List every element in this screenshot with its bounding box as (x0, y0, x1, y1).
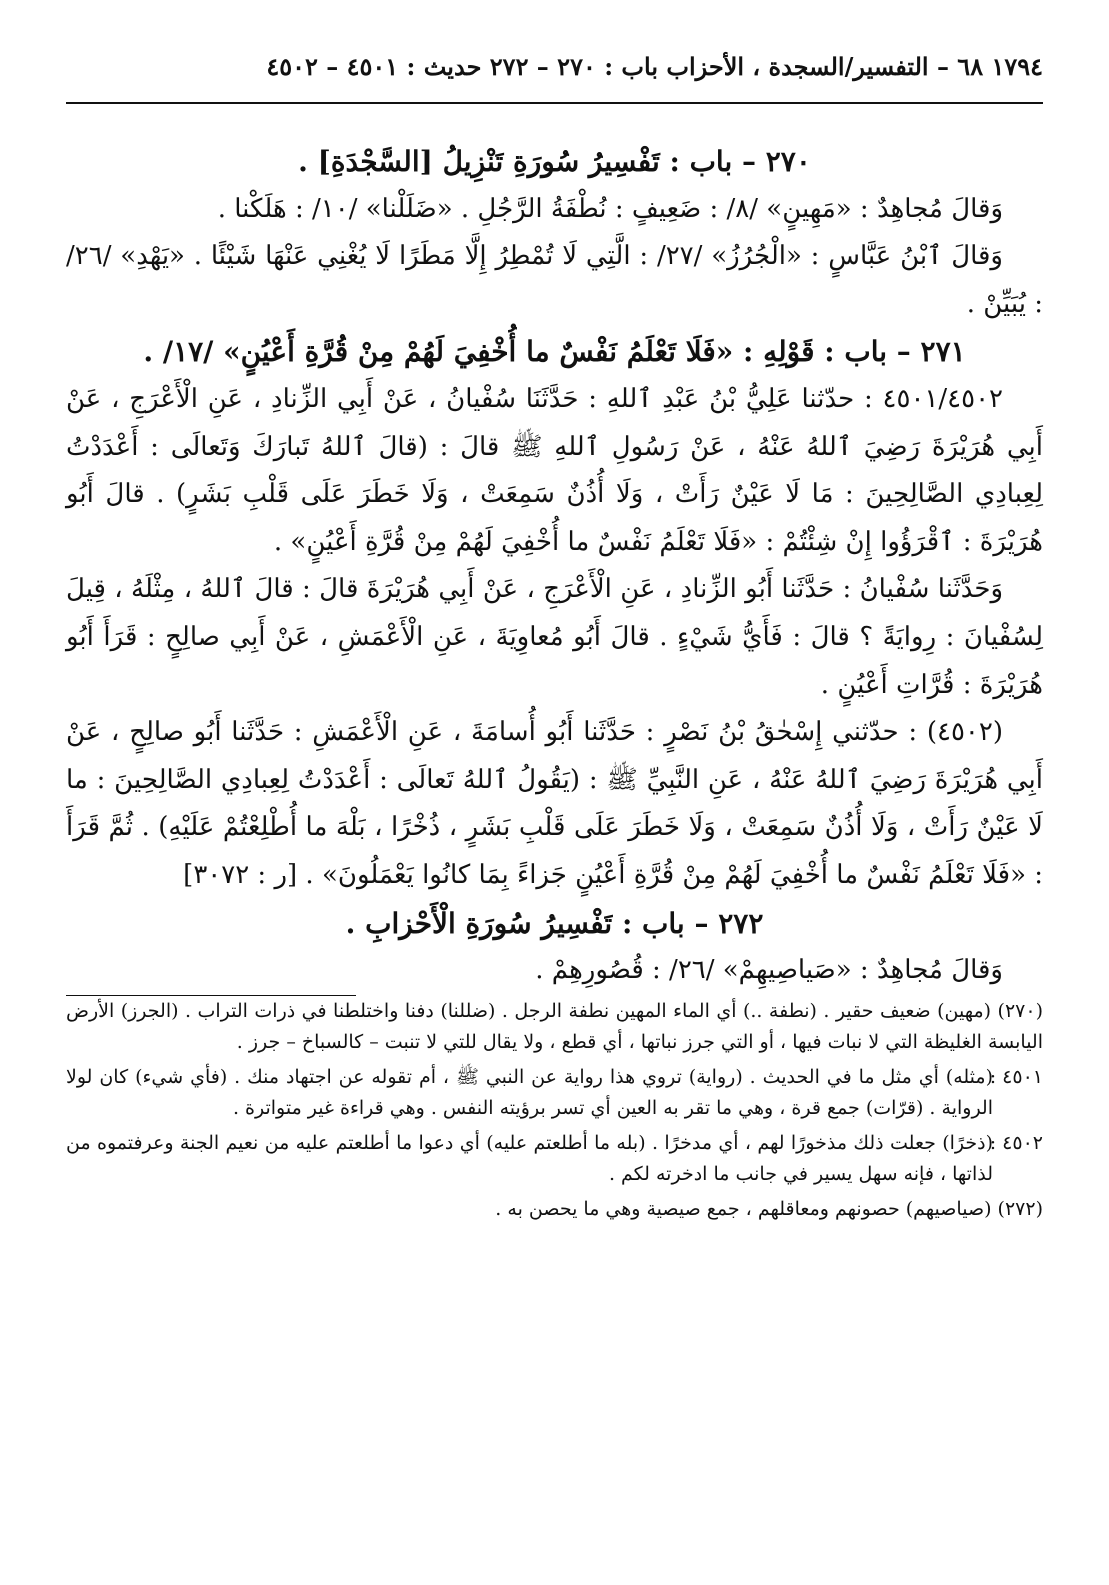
paragraph-sufyan: وَحَدَّثَنا سُفْيانُ : حَدَّثَنا أَبُو الزِّنادِ ، عَنِ الْأَعْرَجِ ، عَنْ أَبِي هُرَيْرَةَ قالَ : قالَ ٱللهُ ، مِثْلَهُ ، قِيلَ لِسُفْيانَ : رِوايَةً ؟ قالَ : فَأَيُّ شَيْءٍ . قالَ أَبُو مُعاوِيَةَ ، عَنِ الْأَعْمَشِ ، عَنْ أَبِي صالِحٍ : قَرَأَ أَبُو هُرَيْرَةَ : قُرَّاتِ أَعْيُنٍ . (66, 574, 1043, 700)
chapter-heading-271: ٢٧١ – باب : قَوْلِهِ : «فَلَا تَعْلَمُ نَفْسٌ ما أُخْفِيَ لَهُمْ مِنْ قُرَّةِ أَعْيُنٍ» /١٧/ . (143, 335, 966, 369)
chapter-heading-270: ٢٧٠ – باب : تَفْسِيرُ سُورَةِ تَنْزِيلُ [السَّجْدَةِ] . (298, 145, 811, 178)
header-page-info: ١٧٩٤ ٦٨ – التفسير/السجدة ، الأحزاب باب : ٢٧٠ – ٢٧٢ حديث : ٤٥٠١ – ٤٥٠٢ (266, 52, 1043, 81)
footnote (66, 1128, 1043, 1190)
footnote (66, 996, 1043, 1058)
footnote-number: ٤٥٠١ : (989, 1065, 1043, 1088)
paragraph-mujahid-270: وَقالَ مُجاهِدٌ : «مَهِينٍ» /٨/ : ضَعِيفٍ : نُطْفَةُ الرَّجُلِ . «ضَلَلْنا» /١٠/ : هَلَكْنا . (217, 193, 1003, 224)
paragraph-ibn-abbas: وَقالَ ٱبْنُ عَبَّاسٍ : «الْجُرُزُ» /٢٧/ : الَّتِي لَا تُمْطِرُ إِلَّا مَطَرًا لَا يُغْنِي عَنْهَا شَيْئًا . «يَهْدِ» /٢٦/ : يُبَيِّنْ . (66, 241, 1043, 319)
footnote-number: ٤٥٠٢ : (989, 1131, 1043, 1154)
chapter-heading-272: ٢٧٢ – باب : تَفْسِيرُ سُورَةِ الْأَحْزابِ . (345, 906, 764, 940)
footnotes (66, 996, 1043, 1225)
hadith-4501: ٤٥٠١/٤٥٠٢ : حدّثنا عَلِيُّ بْنُ عَبْدِ ٱللهِ : حَدَّثَنَا سُفْيانُ ، عَنْ أَبِي الزِّنادِ ، عَنِ الْأَعْرَجِ ، عَنْ أَبِي هُرَيْرَةَ رَضِيَ ٱللهُ عَنْهُ ، عَنْ رَسُولِ ٱللهِ ﷺ قالَ : (قالَ ٱللهُ تَبارَكَ وَتَعالَى : أَعْدَدْتُ لِعِبادِي الصَّالِحِينَ : مَا لَا عَيْنٌ رَأَتْ ، وَلَا أُذُنٌ سَمِعَتْ ، وَلَا خَطَرَ عَلَى قَلْبِ بَشَرٍ) . قالَ أَبُو هُرَيْرَةَ : ٱقْرَؤُوا إِنْ شِئْتُمْ : «فَلَا تَعْلَمُ نَفْسٌ ما أُخْفِيَ لَهُمْ مِنْ قُرَّةِ أَعْيُنٍ» . (66, 383, 1043, 557)
paragraph-mujahid-272: وَقالَ مُجاهِدٌ : «صَياصِيهِمْ» /٢٦/ : قُصُورِهِمْ . (535, 955, 1003, 986)
hadith-4502: (٤٥٠٢) : حدّثني إِسْحٰقُ بْنُ نَصْرٍ : حَدَّثَنا أَبُو أُسامَةَ ، عَنِ الْأَعْمَشِ : حَدَّثَنا أَبُو صالِحٍ ، عَنْ أَبِي هُرَيْرَةَ رَضِيَ ٱللهُ عَنْهُ ، عَنِ النَّبِيِّ ﷺ : (يَقُولُ ٱللهُ تَعالَى : أَعْدَدْتُ لِعِبادِي الصَّالِحِينَ : ما لَا عَيْنٌ رَأَتْ ، وَلَا أُذُنٌ سَمِعَتْ ، وَلَا خَطَرَ عَلَى قَلْبِ بَشَرٍ ، ذُخْرًا ، بَلْهَ ما أُطْلِعْتُمْ عَلَيْهِ) . ثُمَّ قَرَأَ : «فَلَا تَعْلَمُ نَفْسٌ ما أُخْفِيَ لَهُمْ مِنْ قُرَّةِ أَعْيُنٍ جَزاءً بِمَا كانُوا يَعْمَلُونَ» . [ر : ٣٠٧٢] (66, 717, 1043, 890)
footnote (66, 1062, 1043, 1124)
page-header (66, 52, 1043, 104)
footnote-text: (مثله) أي مثل ما في الحديث . (رواية) تروي هذا رواية عن النبي ﷺ ، أم تقوله عن اجتهاد منك . (فأي شيء) كان لولا الرواية . (قرّات) جمع قرة ، وهي ما تقر به العين أي تسر برؤيته النفس . وهي قراءة غير متواترة . (66, 1065, 993, 1119)
footnote-text: (٢٧٠) (مهين) ضعيف حقير . (نطفة ..) أي الماء المهين نطفة الرجل . (ضللنا) دفنا واختلطنا في ذرات التراب . (الجرز) الأرض اليابسة الغليظة التي لا نبات فيها ، أو التي جرز نباتها ، أي قطع ، ولا يقال للتي لا تنبت – كالسباخ – جرز . (66, 999, 1043, 1053)
footnote-text: (٢٧٢) (صياصيهم) حصونهم ومعاقلهم ، جمع صيصية وهي ما يحصن به . (495, 1197, 1043, 1220)
footnote (66, 1194, 1043, 1225)
main-text (66, 138, 1043, 995)
footnote-text: (ذخرًا) جعلت ذلك مذخورًا لهم ، أي مدخرًا . (بله ما أطلعتم عليه) أي دعوا ما أطلعتم عليه من نعيم الجنة وعرفتموه من لذاتها ، فإنه سهل يسير في جانب ما ادخرته لكم . (66, 1131, 993, 1185)
